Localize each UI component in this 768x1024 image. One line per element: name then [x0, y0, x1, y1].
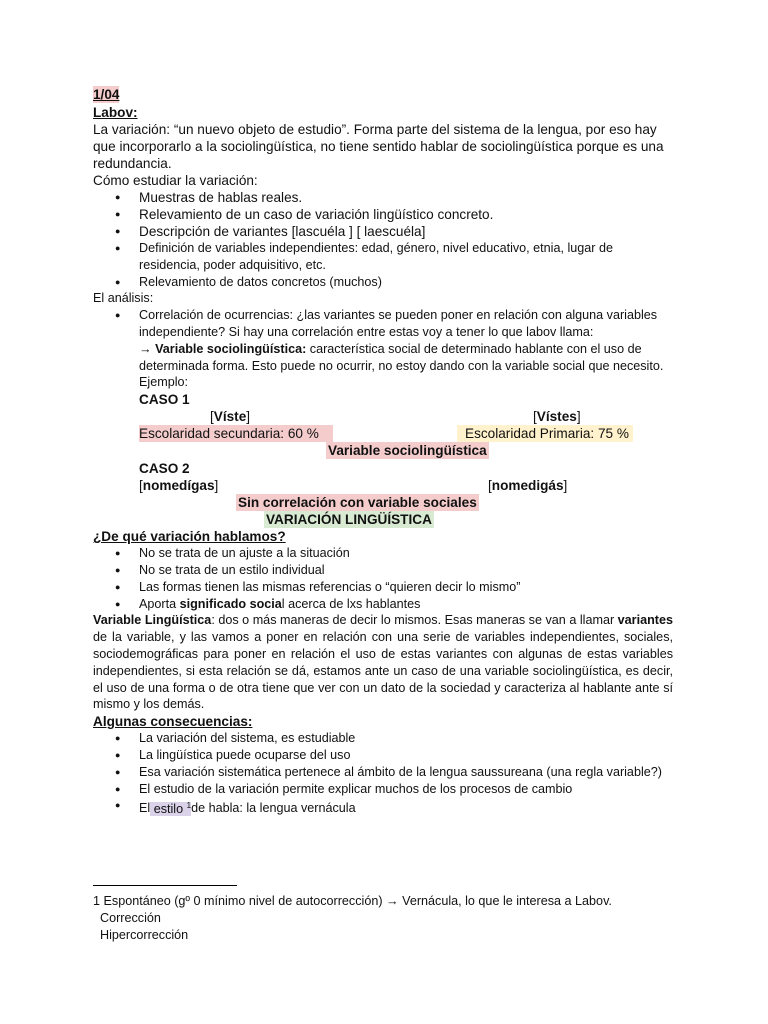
case1-result: Variable sociolingüística: [328, 443, 487, 459]
case1-result-row: [93, 442, 673, 459]
estilo-highlight: estilo $^1$: [150, 800, 192, 816]
case1-school-row: [93, 425, 673, 442]
variable-socio-def: característica social de determinado hablante con el uso de determinada forma. Esto puede no ocurrir, no estoy dando con la variable social que necesito.: [139, 341, 664, 373]
analysis-heading: El análisis:: [93, 291, 154, 306]
list-item: ● El estilo $^1$de habla: la lengua vernácula: [93, 797, 673, 817]
consequences-heading: Algunas consecuencias:: [93, 714, 253, 730]
case2-result-row: [93, 494, 673, 511]
list-item: ● Relevamiento de un caso de variación lingüístico concreto.: [93, 206, 673, 223]
variable-linguistica-paragraph: Variable Lingüística: dos o más maneras de decir lo mismos. Esas maneras se van a llamar variantes de la variable, y las vamos a poner en relación con una serie de variables independientes, sociales, sociodemográficas para poner en relación el uso de estas variantes con algunas de estas variables independientes, si esta relación se dá, estamos ante un caso de una variable sociolingüística, es decir, el uso de una forma o de otra tiene que ver con un dato de la sociedad y caracteriza al hablante ante sí mismo y los demás.: [93, 613, 673, 712]
case1-left-variant: [Víste]: [210, 409, 251, 425]
consequences-list: [93, 730, 673, 817]
list-item: ● Las formas tienen las mismas referencias o “quieren decir lo mismo”: [93, 579, 673, 596]
intro-paragraph: La variación: “un nuevo objeto de estudio”. Forma parte del sistema de la lengua, por eso hay que incorporarlo a la sociolingüística, no tiene sentido hablar de sociolingüística porque es una redundancia.: [93, 122, 664, 171]
variable-linguistica-term: Variable Lingüística: [93, 613, 212, 628]
case2-left-variant: [nomedígas]: [139, 478, 219, 494]
case1-left-school: Escolaridad secundaria: 60 %: [139, 425, 333, 442]
footnote-line-3: Hipercorrección: [100, 928, 189, 942]
author-heading: Labov:: [93, 105, 138, 120]
document-body: [93, 86, 673, 817]
case2-variants-row: [93, 477, 673, 494]
how-heading: Cómo estudiar la variación:: [93, 173, 258, 188]
list-item: ● La variación del sistema, es estudiable: [93, 730, 673, 747]
list-item: ● La lingüística puede ocuparse del uso: [93, 747, 673, 764]
list-item: ● No se trata de un estilo individual: [93, 562, 673, 579]
variable-socio-term: Variable sociolingüística:: [155, 341, 307, 356]
variable-socio-definition: [93, 341, 673, 375]
list-item: ● Definición de variables independientes: edad, género, nivel educativo, etnia, lugar de residencia, poder adquisitivo, etc.: [93, 240, 673, 274]
which-list: [93, 545, 673, 612]
variation-title-row: [93, 511, 673, 528]
how-list: [93, 189, 673, 290]
case2-result: Sin correlación con variable sociales: [238, 495, 477, 511]
case2-title: CASO 2: [139, 461, 190, 477]
case1-title: CASO 1: [139, 392, 190, 408]
analysis-list: [93, 307, 673, 341]
list-item: ● Relevamiento de datos concretos (muchos): [93, 274, 673, 291]
footnote: [93, 893, 612, 944]
footnote-ref[interactable]: 1: [186, 800, 192, 810]
case2-right-variant: [nomedigás]: [488, 478, 568, 494]
list-item: ● El estudio de la variación permite explicar muchos de los procesos de cambio: [93, 781, 673, 798]
list-item: ● Muestras de hablas reales.: [93, 189, 673, 206]
footnote-separator: [93, 885, 237, 886]
case1-right-school: Escolaridad Primaria: 75 %: [457, 425, 633, 442]
example-label: Ejemplo:: [139, 375, 188, 390]
date-heading: 1/04: [93, 87, 120, 102]
footnote-line-2: Corrección: [100, 911, 161, 925]
list-item: ● No se trata de un ajuste a la situación: [93, 545, 673, 562]
list-item: ● Descripción de variantes [lascuéla ] [ laescuéla]: [93, 223, 673, 240]
list-item: ● Correlación de ocurrencias: ¿las variantes se pueden poner en relación con alguna variables independiente? Si hay una correlación entre estas voy a tener lo que labov llama:: [93, 307, 673, 341]
list-item: ● Esa variación sistemática pertenece al ámbito de la lengua saussureana (una regla variable?): [93, 764, 673, 781]
arrow: →: [139, 341, 156, 356]
variation-title: VARIACIÓN LINGÜÍSTICA: [266, 512, 432, 528]
which-heading: ¿De qué variación hablamos?: [93, 529, 286, 545]
case1-right-variant: [Vístes]: [533, 409, 581, 425]
list-item: ● Aporta significado social acerca de lxs hablantes: [93, 596, 673, 613]
footnote-line-1: 1 Espontáneo (gº 0 mínimo nivel de autocorrección) → Vernácula, lo que le interesa a Labov.: [93, 894, 612, 908]
case1-variants-row: [93, 408, 673, 425]
